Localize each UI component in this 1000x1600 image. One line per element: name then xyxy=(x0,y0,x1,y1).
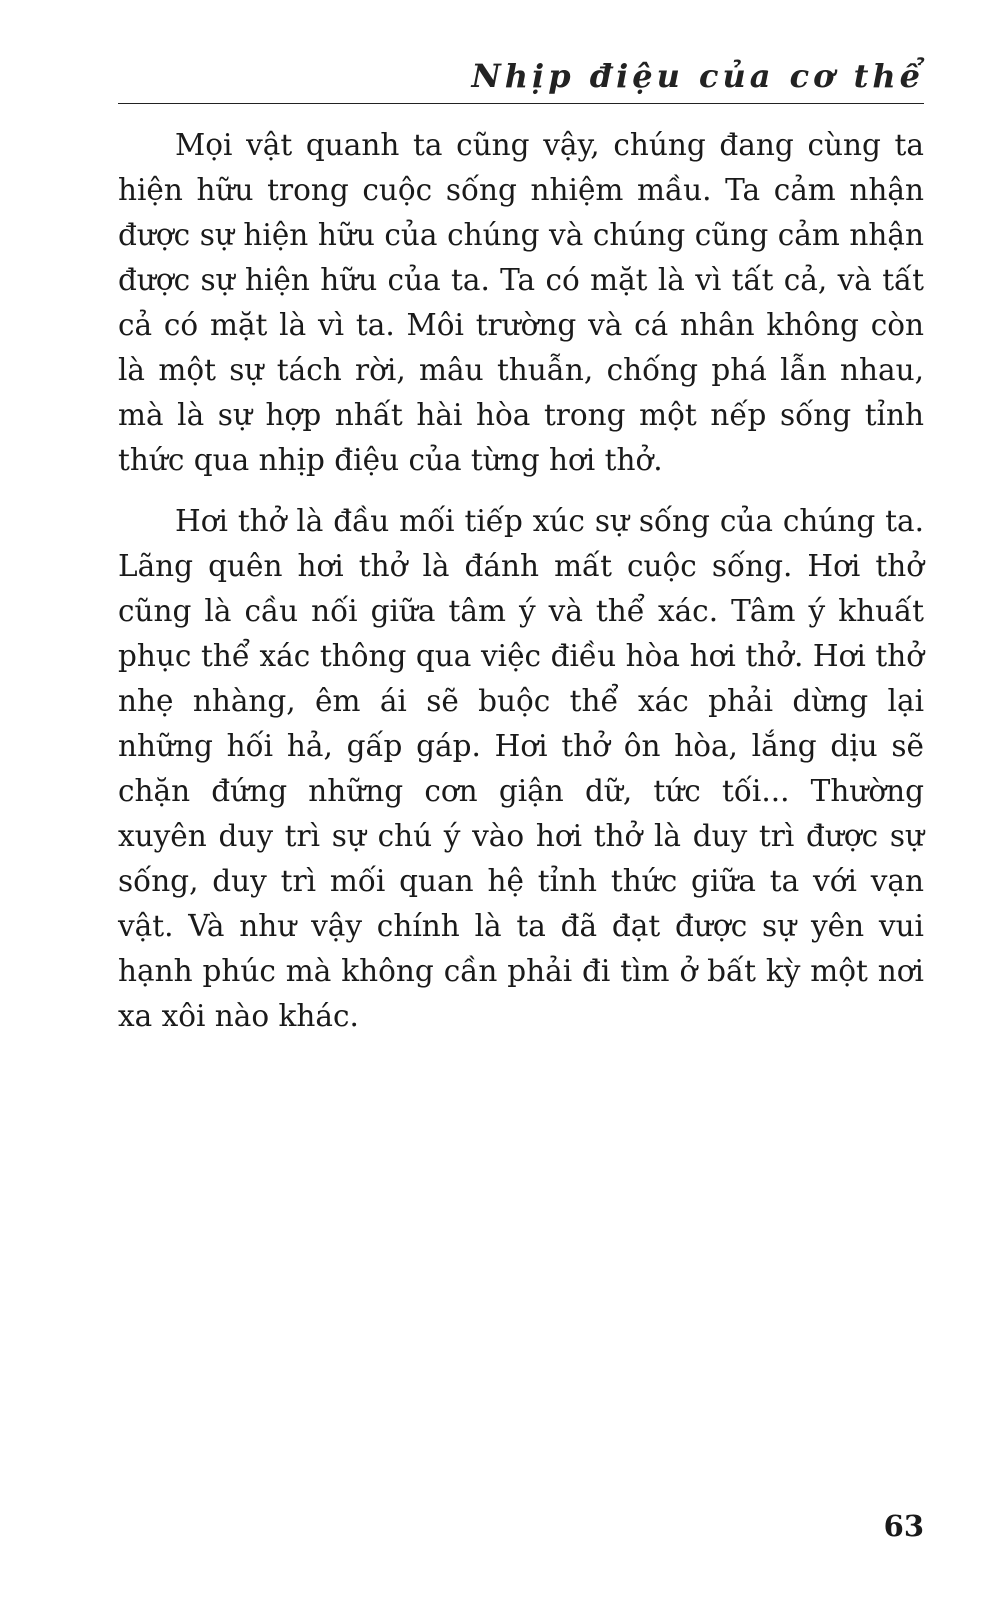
page-number: 63 xyxy=(883,1509,924,1543)
paragraph-1: Mọi vật quanh ta cũng vậy, chúng đang cùng ta hiện hữu trong cuộc sống nhiệm mầu. Ta cảm nhận được sự hiện hữu của chúng và chúng cũng cảm nhận được sự hiện hữu của ta. Ta có mặt là vì tất cả, và tất cả có mặt là vì ta. Môi trường và cá nhân không còn là một sự tách rời, mâu thuẫn, chống phá lẫn nhau, mà là sự hợp nhất hài hòa trong một nếp sống tỉnh thức qua nhịp điệu của từng hơi thở. xyxy=(118,128,924,477)
body-text xyxy=(118,123,924,1055)
paragraph-2: Hơi thở là đầu mối tiếp xúc sự sống của chúng ta. Lãng quên hơi thở là đánh mất cuộc sống. Hơi thở cũng là cầu nối giữa tâm ý và thể xác. Tâm ý khuất phục thể xác thông qua việc điều hòa hơi thở. Hơi thở nhẹ nhàng, êm ái sẽ buộc thể xác phải dừng lại những hối hả, gấp gáp. Hơi thở ôn hòa, lắng dịu sẽ chặn đứng những cơn giận dữ, tức tối... Thường xuyên duy trì sự chú ý vào hơi thở là duy trì được sự sống, duy trì mối quan hệ tỉnh thức giữa ta với vạn vật. Và như vậy chính là ta đã đạt được sự yên vui hạnh phúc mà không cần phải đi tìm ở bất kỳ một nơi xa xôi nào khác. xyxy=(118,504,924,1033)
header-divider xyxy=(118,103,924,104)
running-header: Nhịp điệu của cơ thể xyxy=(471,57,924,95)
